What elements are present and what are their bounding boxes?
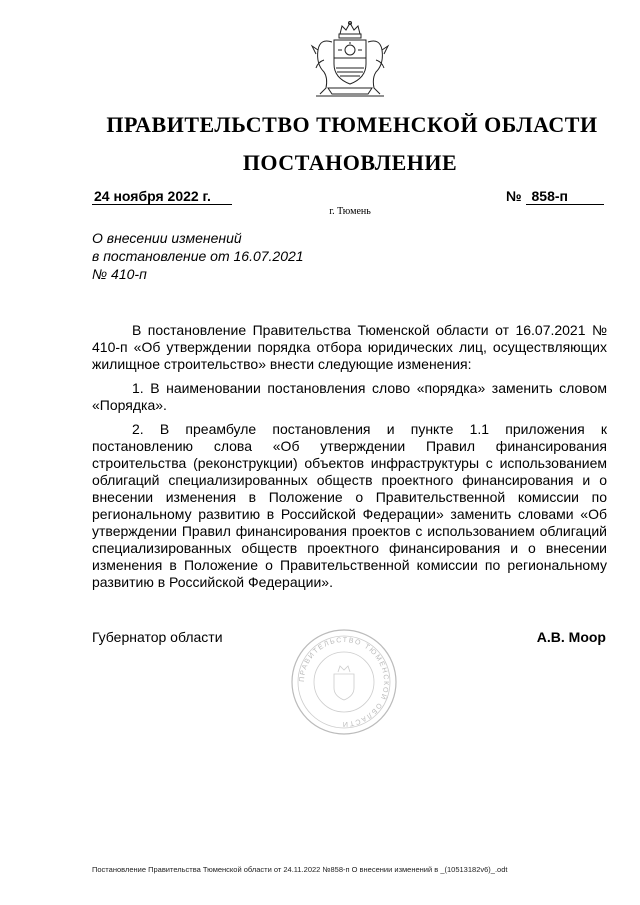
coat-of-arms-icon — [298, 20, 402, 104]
number-sign: № — [506, 188, 522, 204]
subject-block — [92, 229, 304, 283]
document-type-title: ПОСТАНОВЛЕНИЕ — [242, 150, 458, 175]
city-label: г. Тюмень — [329, 206, 371, 217]
number-value: 858-п — [526, 188, 604, 205]
svg-text:ПРАВИТЕЛЬСТВО ТЮМЕНСКОЙ ОБЛАСТ: ПРАВИТЕЛЬСТВО ТЮМЕНСКОЙ ОБЛАСТИ — [298, 636, 390, 728]
decree-number — [506, 188, 606, 205]
item-paragraph: 1. В наименовании постановления слово «порядка» заменить словом «Порядка». — [92, 380, 607, 413]
decree-date: 24 ноября 2022 г. — [92, 188, 232, 205]
subject-line: № 410-п — [92, 266, 147, 282]
government-title: ПРАВИТЕЛЬСТВО ТЮМЕНСКОЙ ОБЛАСТИ — [106, 112, 598, 137]
signatory-position: Губернатор области — [92, 629, 223, 645]
decree-body — [92, 322, 607, 598]
item-paragraph: 2. В преамбуле постановления и пункте 1.1 приложения к постановлению слова «Об утверждении Правил финансирования строительства (реконструкции) объектов инфраструктуры с использованием облигаций специализированных обществ проектного финансирования и о внесении изменения в Положение о Правительственной комиссии по региональному развитию в Российской Федерации» заменить словами «Об утверждении Правил финансирования проектов с использованием облигаций специализированных обществ проектного финансирования и о внесении изменения в Положение о Правительственной комиссии по региональному развитию в Российской Федерации». — [92, 421, 607, 590]
intro-paragraph: В постановление Правительства Тюменской области от 16.07.2021 № 410-п «Об утверждении порядка отбора юридических лиц, осуществляющих жилищное строительство» внести следующие изменения: — [92, 322, 607, 372]
footer-file-reference: Постановление Правительства Тюменской области от 24.11.2022 №858-п О внесении изменений в _(10513182v6)_.odt — [92, 865, 508, 874]
official-seal-stamp — [290, 628, 398, 736]
signatory-name: А.В. Моор — [536, 629, 606, 645]
subject-line: О внесении изменений — [92, 230, 242, 246]
subject-line: в постановление от 16.07.2021 — [92, 248, 304, 264]
